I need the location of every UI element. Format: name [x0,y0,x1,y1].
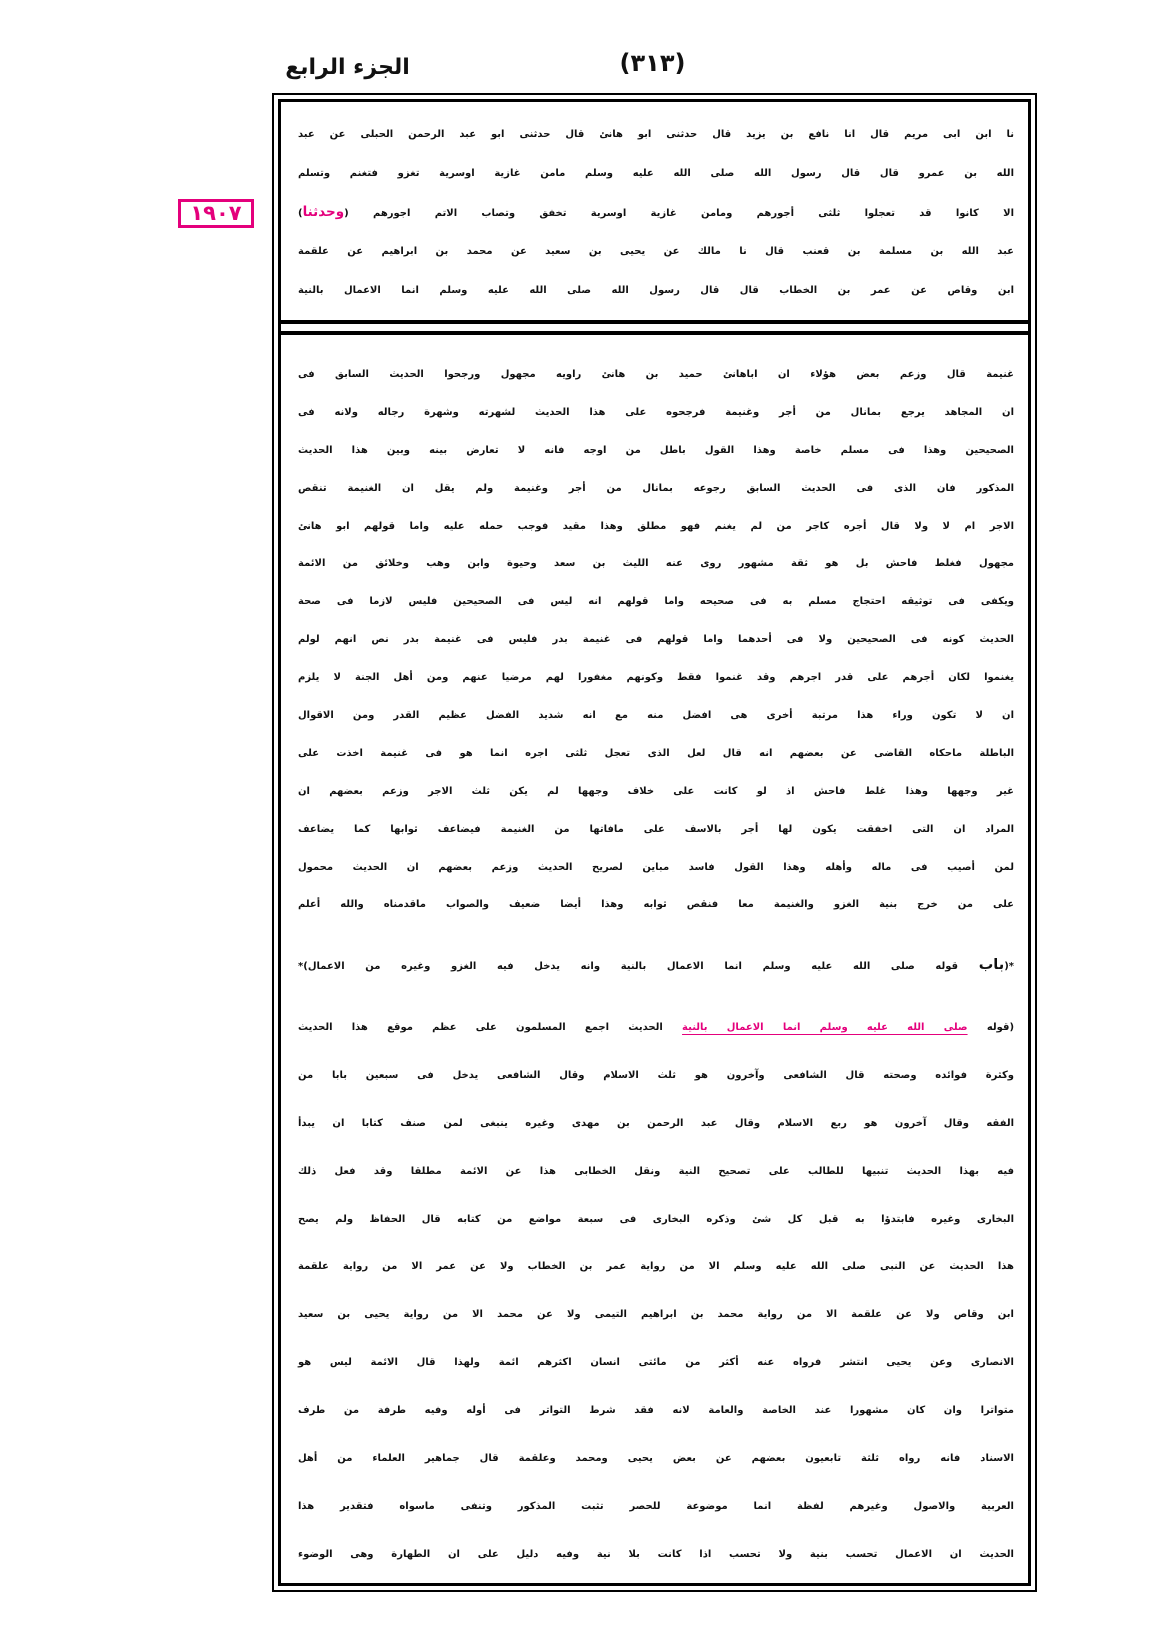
commentary-line: ان المجاهد يرجع بمانال من أجر وغنيمة فرجحوه على هذا الحديث لشهرته وشهرة رجاله ولانه فى [298,406,1014,418]
section-divider-top-rule [278,320,1031,324]
volume-title: الجزء الرابع [285,55,410,80]
hadith-number-box: ١٩٠٧ [178,199,254,228]
commentary-line: ان لا تكون وراء هذا مرتبة أخرى هى افضل منه مع انه شديد الفضل عظيم القدر ومن الاقوال [298,710,1014,722]
commentary-line: الباطلة ماحكاه القاضى عن بعضهم انه قال لعل الذى تعجل ثلثى اجره انما هو فى غنيمة اخذت على [298,747,1014,759]
commentary-line: لمن أصيب فى ماله وأهله وهذا القول فاسد مباين لصريح الحديث وزعم بعضهم ان الحديث محمول [298,861,1014,873]
commentary-block [298,356,1014,924]
paragraph-line: ابن وقاص ولا عن علقمة الا من رواية محمد بن ابراهيم التيمى ولا عن محمد الا من رواية يحيى بن سعيد [298,1309,1014,1321]
commentary-line: المراد ان التى اخفقت يكون لها أجر بالاسف على مافاتها من الغنيمة فيضاعف ثوابها كما يضاعف [298,823,1014,835]
heading-suffix: )* [298,961,308,972]
quoted-hadith: صلى الله عليه وسلم انما الاعمال بالنية [682,1022,968,1033]
commentary-line: على من خرج بنية الغزو والغنيمة معا فنقص ثوابه وهذا أيضا ضعيف والصواب ماقدمناه والله أعلم [298,899,1014,911]
commentary-line: مجهول فغلط فاحش بل هو ثقة مشهور روى عنه الليث بن سعد وحيوة وابن وهب وخلائق من الائمة [298,558,1014,570]
paragraph-line: فيه بهذا الحديث تنبيها للطالب على تصحيح النية ونقل الخطابى هذا عن الائمة مطلقا وقد فعل ذلك [298,1165,1014,1177]
matn-block [298,115,1014,310]
paragraph-line: الانصارى وعن يحيى انتشر فرواه عنه أكثر من مائتى انسان اكثرهم ائمة ولهذا قال الائمة ليس هو [298,1357,1014,1369]
commentary-line: غنيمة قال وزعم بعض هؤلاء ان اباهانئ حميد بن هانئ راويه مجهول ورجحوا الحديث السابق فى [298,369,1014,380]
commentary-line: الحديث كونه فى الصحيحين ولا فى أحدهما واما قولهم فى غنيمة بدر فليس فى غنيمة بدر نص انهم لولم [298,634,1014,646]
section-divider-bottom-rule [278,331,1031,335]
commentary-line: الاجر ام لا ولا قال أجره كاجر من لم يغنم فهو مطلق وهذا مقيد فوجب حمله عليه واما قولهم ابو هانئ [298,520,1014,532]
matn-line-text: الا كانوا قد تعجلوا ثلثى أجورهم ومامن غازية اوسرية تخفق وتصاب الاتم اجورهم ( [344,208,1014,219]
wahaddathana-marker: وحدثنا [302,204,345,220]
commentary-line: غير وجهها وهذا غلط فاحش اذ لو كانت على خلاف وجهها لم يكن ثلث الاجر وزعم بعضهم ان [298,785,1014,797]
matn-line-close: ) [298,208,303,219]
commentary-line: يغنموا لكان أجرهم على قدر اجرهم وقد غنموا فقط وكونهم مغفورا لهم مرضيا عنهم ومن أهل الجنة لا يلزم [298,672,1014,684]
commentary-line: الصحيحين وهذا فى مسلم خاصة وهذا القول باطل من اوجه فانه لا تعارض بينه وبين هذا الحديث [298,444,1014,456]
paragraph-line: العربية والاصول وغيرهم لفظة انما موضوعة للحصر تثبت المذكور وتنفى ماسواه فتقدير هذا [298,1500,1014,1512]
paragraph-line [298,1004,1014,1052]
chapter-heading [298,944,1014,986]
heading-prefix: *( [1004,961,1015,972]
heading-text: قوله صلى الله عليه وسلم انما الاعمال بالنية وانه يدخل فيه الغزو وغيره من الاعمال [307,961,959,972]
paragraph-line-text: الحديث اجمع المسلمون على عظم موقع هذا الحديث [298,1022,663,1033]
paragraph-line: وكثرة فوائده وصحته قال الشافعى وآخرون هو ثلث الاسلام وقال الشافعى يدخل فى سبعين بابا من [298,1069,1014,1081]
chapter-heading-line [298,944,1014,986]
paragraph-line: الاسناد فانه رواه ثلثة تابعيون بعضهم عن بعض يحيى ومحمد وعلقمة قال جماهير العلماء من أهل [298,1453,1014,1465]
commentary-line: المذكور فان الذى فى الحديث السابق رجوعه بمانال من أجر وغنيمة ولم يقل ان الغنيمة تنقص [298,482,1014,494]
matn-line [298,193,1014,232]
matn-line: الله بن عمرو قال قال رسول الله صلى الله عليه وسلم مامن غازية اوسرية تغزو فتغنم وتسلم [298,168,1014,179]
paragraph-line: متواترا وان كان مشهورا عند الخاصة والعامة لانه فقد شرط التواتر فى أوله وفيه طرفة من طرف [298,1405,1014,1417]
paragraph-block [298,1004,1014,1579]
matn-line: عبد الله بن مسلمة بن قعنب قال نا مالك عن يحيى بن سعيد عن محمد بن ابراهيم عن علقمة [298,246,1014,257]
paragraph-line: الفقه وقال آخرون هو ربع الاسلام وقال عبد الرحمن بن مهدى وغيره ينبغى لمن صنف كتابا ان يبدأ [298,1117,1014,1129]
paragraph-line: هذا الحديث عن النبى صلى الله عليه وسلم الا من رواية عمر بن الخطاب ولا عن عمر الا من رواية علقمة [298,1261,1014,1273]
quote-lead: (قوله [986,1022,1015,1033]
bab-label: باب [978,957,1005,973]
commentary-line: ويكفى فى توثيقه احتجاج مسلم به فى صحيحه واما قولهم انه ليس فى الصحيحين فليس لازما فى صحة [298,596,1014,608]
matn-line: نا ابن ابى مريم قال انا نافع بن يزيد قال حدثنى ابو هانئ قال حدثنى ابو عبد الرحمن الحبلى عن عبد [298,129,1014,140]
matn-line: ابن وقاص عن عمر بن الخطاب قال قال رسول الله صلى الله عليه وسلم انما الاعمال بالنية [298,285,1014,296]
paragraph-line: البخارى وغيره فابتدؤا به قبل كل شئ وذكره البخارى فى سبعة مواضع من كتابه قال الحفاظ ولم يصح [298,1213,1014,1225]
page-number: (٣١٣) [619,49,686,77]
paragraph-line: الحديث ان الاعمال تحسب بنية ولا تحسب اذا كانت بلا نية وفيه دليل على ان الطهارة وهى الوضوء [298,1548,1014,1560]
